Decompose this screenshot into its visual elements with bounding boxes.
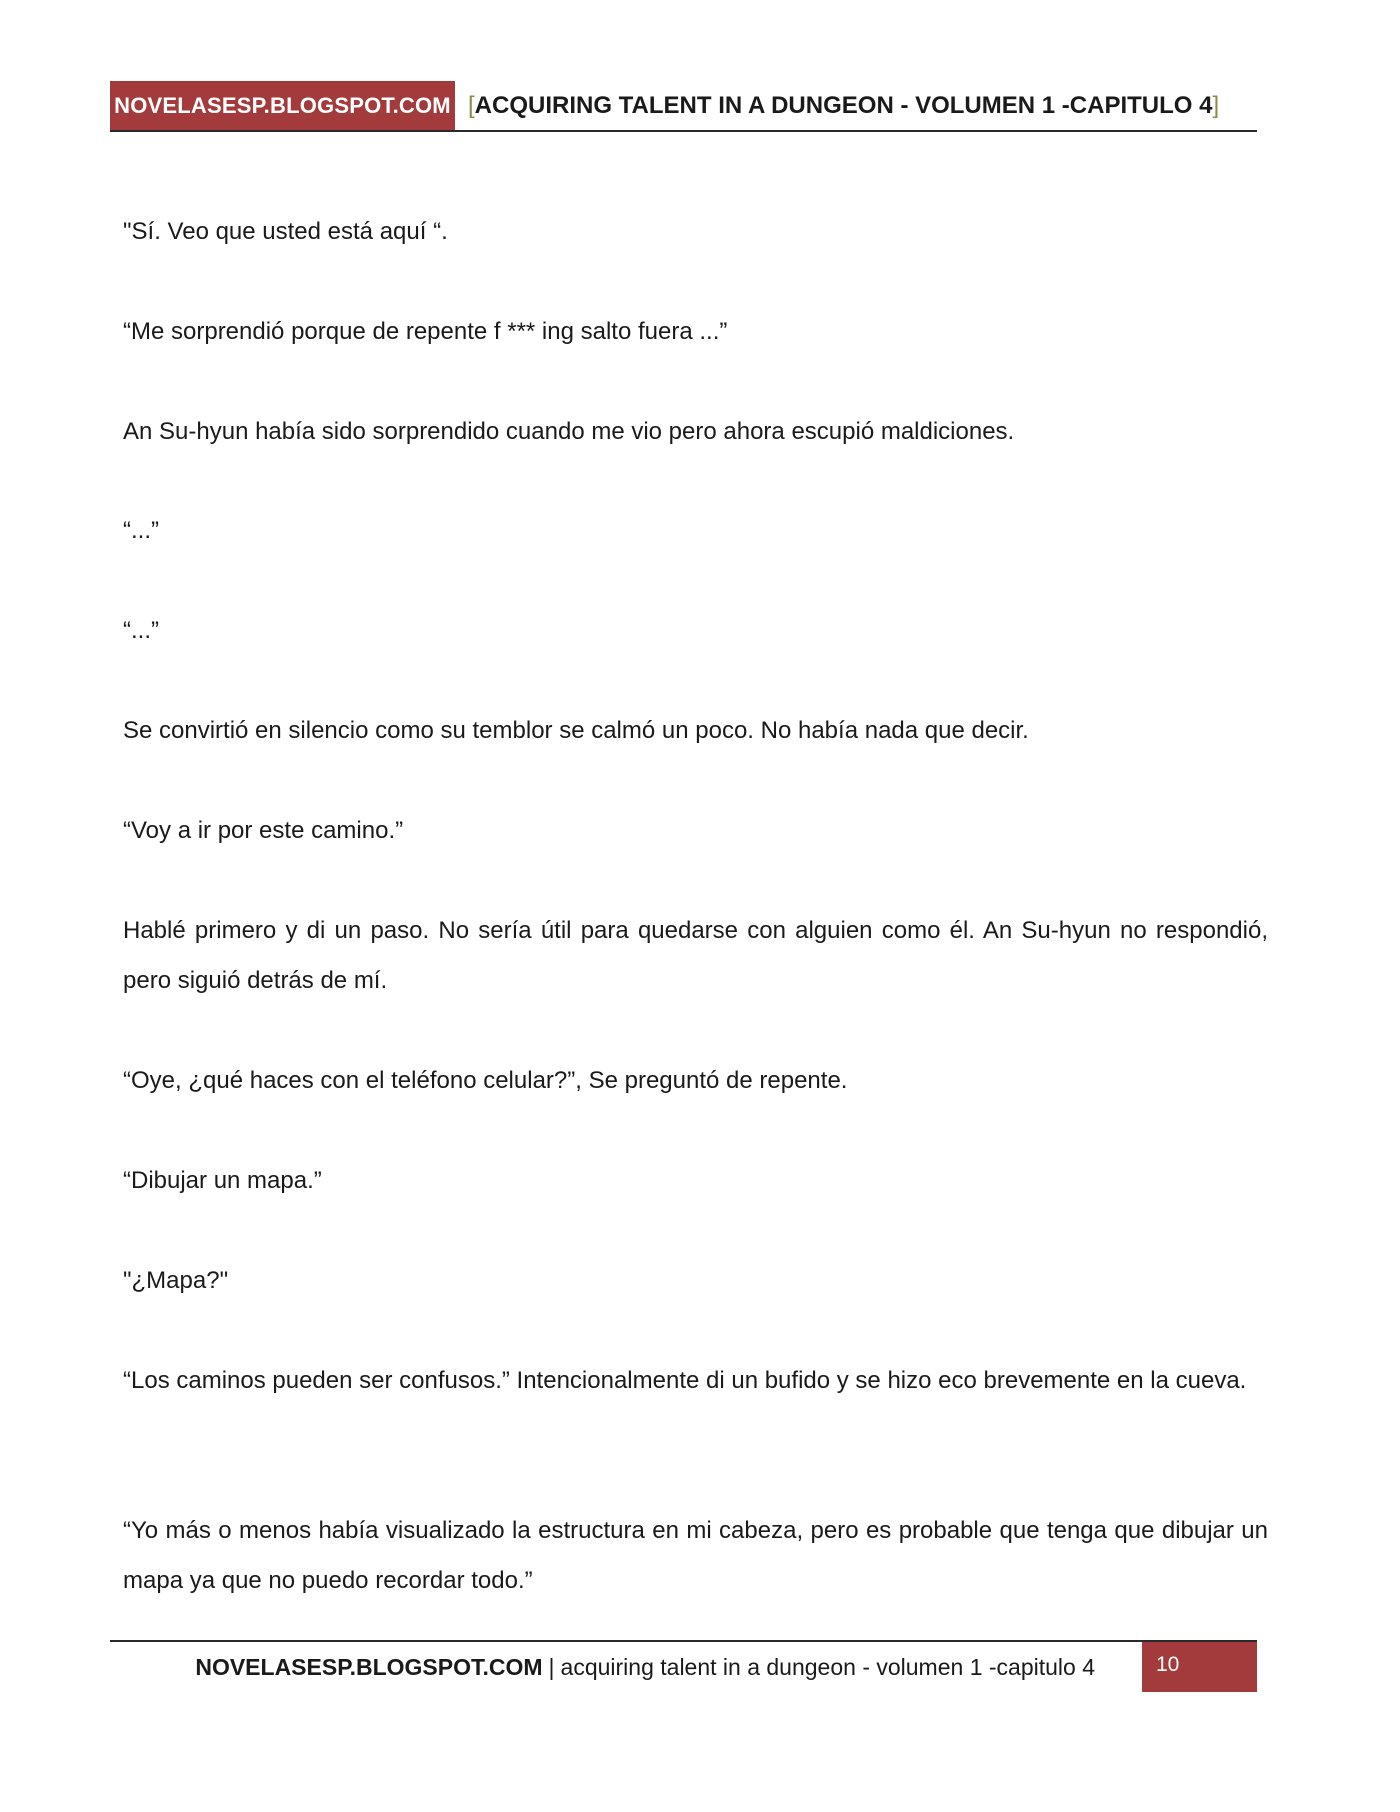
page-header xyxy=(110,81,1257,131)
header-chapter-title xyxy=(468,81,1219,131)
paragraph-10: “Dibujar un mapa.” xyxy=(123,1167,322,1194)
header-bracket-close: ] xyxy=(1212,92,1220,119)
page-footer xyxy=(110,1640,1257,1692)
paragraph-2: “Me sorprendió porque de repente f *** ing salto fuera ...” xyxy=(123,318,728,345)
paragraph-1: "Sí. Veo que usted está aquí “. xyxy=(123,218,448,245)
paragraph-5: “...” xyxy=(123,617,159,644)
paragraph-12: “Los caminos pueden ser confusos.” Intencionalmente di un bufido y se hizo eco brevemente en la cueva. xyxy=(123,1367,1247,1394)
paragraph-9: “Oye, ¿qué haces con el teléfono celular?”, Se preguntó de repente. xyxy=(123,1067,848,1094)
paragraph-3: An Su-hyun había sido sorprendido cuando me vio pero ahora escupió maldiciones. xyxy=(123,418,1015,445)
paragraph-11: "¿Mapa?" xyxy=(123,1267,229,1294)
header-divider xyxy=(110,130,1257,132)
paragraph-7: “Voy a ir por este camino.” xyxy=(123,817,404,844)
header-site-label: NOVELASESP.BLOGSPOT.COM xyxy=(110,81,455,131)
paragraph-4: “...” xyxy=(123,517,159,544)
footer-separator: | xyxy=(548,1654,555,1680)
paragraph-6: Se convirtió en silencio como su temblor se calmó un poco. No había nada que decir. xyxy=(123,717,1029,744)
footer-site-label: NOVELASESP.BLOGSPOT.COM xyxy=(195,1654,543,1680)
paragraph-13: “Yo más o menos había visualizado la estructura en mi cabeza, pero es probable que tenga que dibujar un mapa ya que no puedo recordar todo.” xyxy=(123,1517,1268,1594)
page-number: 10 xyxy=(1142,1642,1257,1692)
footer-caption xyxy=(195,1642,1095,1692)
footer-title-text: acquiring talent in a dungeon - volumen 1 -capitulo 4 xyxy=(560,1654,1095,1680)
header-bracket-open: [ xyxy=(468,92,475,119)
header-title-text: ACQUIRING TALENT IN A DUNGEON - VOLUMEN 1 -CAPITULO 4 xyxy=(474,92,1213,119)
paragraph-8: Hablé primero y di un paso. No sería útil para quedarse con alguien como él. An Su-hyun no respondió, pero siguió detrás de mí. xyxy=(123,917,1268,994)
